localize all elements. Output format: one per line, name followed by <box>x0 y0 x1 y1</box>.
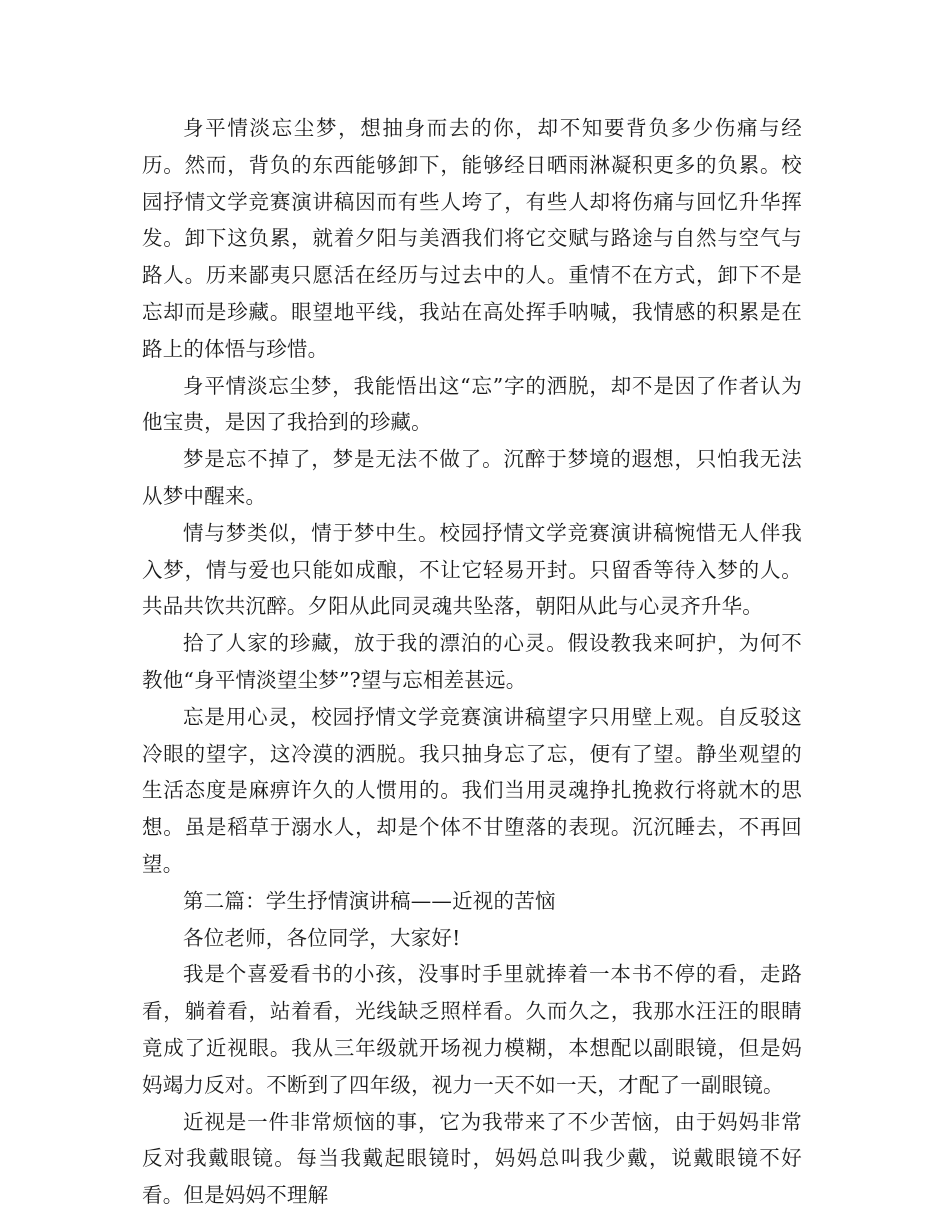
paragraph: 身平情淡忘尘梦，想抽身而去的你，却不知要背负多少伤痛与经历。然而，背负的东西能够卸下，能够经日晒雨淋凝积更多的负累。校园抒情文学竞赛演讲稿因而有些人垮了，有些人却将伤痛与回忆升华挥发。卸下这负累，就着夕阳与美酒我们将它交赋与路途与自然与空气与路人。历来鄙夷只愿活在经历与过去中的人。重情不在方式，卸下不是忘却而是珍藏。眼望地平线，我站在高处挥手呐喊，我情感的积累是在路上的体悟与珍惜。 <box>142 116 802 361</box>
paragraph: 我是个喜爱看书的小孩，没事时手里就捧着一本书不停的看，走路看，躺着看，站着看，光线缺乏照样看。久而久之，我那水汪汪的眼睛竟成了近视眼。我从三年级就开场视力模糊，本想配以副眼镜，但是妈妈竭力反对。不断到了四年级，视力一天不如一天，才配了一副眼镜。 <box>142 962 802 1097</box>
greeting: 各位老师，各位同学，大家好! <box>183 925 461 950</box>
paragraph: 近视是一件非常烦恼的事，它为我带来了不少苦恼，由于妈妈非常反对我戴眼镜。每当我戴起眼镜时，妈妈总叫我少戴，说戴眼镜不好看。但是妈妈不理解 <box>142 1109 802 1208</box>
paragraph: 忘是用心灵，校园抒情文学竞赛演讲稿望字只用壁上观。自反驳这冷眼的望字，这冷漠的洒脱。我只抽身忘了忘，便有了望。静坐观望的生活态度是麻痹许久的人惯用的。我们当用灵魂挣扎挽救行将就木的思想。虽是稻草于溺水人，却是个体不甘堕落的表现。沉沉睡去，不再回望。 <box>142 704 802 876</box>
document-page <box>142 110 802 1214</box>
paragraph: 情与梦类似，情于梦中生。校园抒情文学竞赛演讲稿惋惜无人伴我入梦，情与爱也只能如成酿，不让它轻易开封。只留香等待入梦的人。共品共饮共沉醉。夕阳从此同灵魂共坠落，朝阳从此与心灵齐升华。 <box>142 520 802 619</box>
paragraph: 梦是忘不掉了，梦是无法不做了。沉醉于梦境的遐想，只怕我无法从梦中醒来。 <box>142 447 802 508</box>
paragraph: 拾了人家的珍藏，放于我的漂泊的心灵。假设教我来呵护，为何不教他“身平情淡望尘梦”?望与忘相差甚远。 <box>142 631 802 692</box>
section-heading: 第二篇：学生抒情演讲稿——近视的苦恼 <box>183 888 556 913</box>
paragraph: 身平情淡忘尘梦，我能悟出这“忘”字的洒脱，却不是因了作者认为他宝贵，是因了我拾到的珍藏。 <box>142 373 802 435</box>
